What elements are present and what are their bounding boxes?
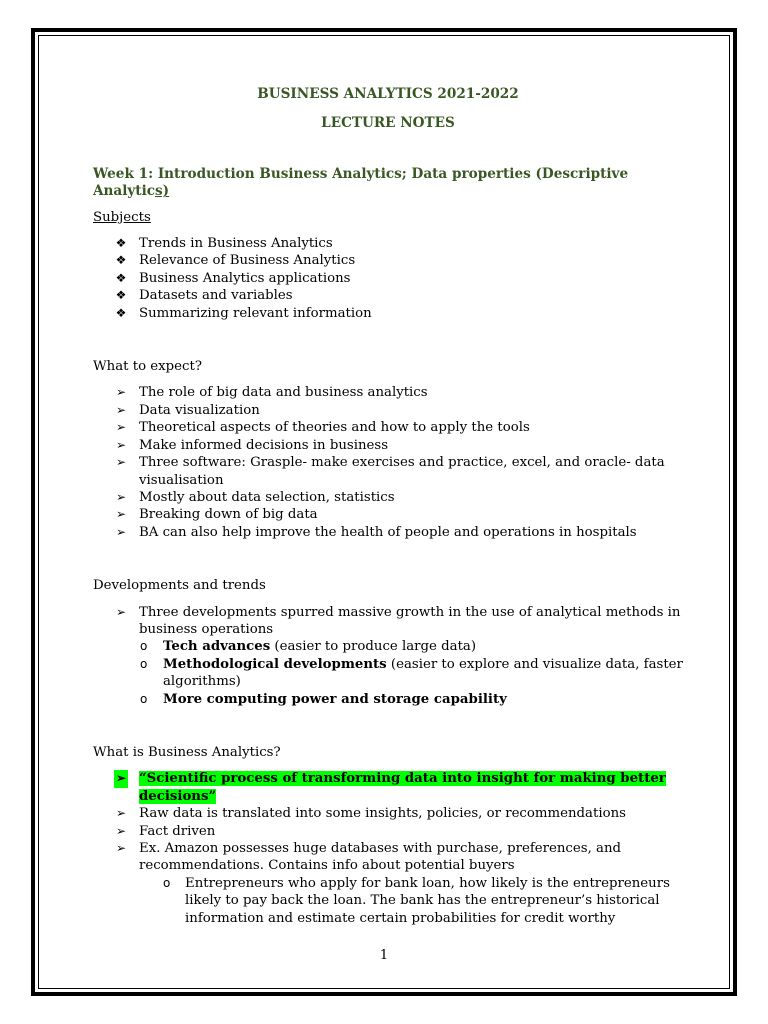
page-number: 1 <box>379 948 389 963</box>
week-heading <box>93 166 683 201</box>
list-item: ➢ BA can also help improve the health of people and operations in hospitals <box>115 524 637 540</box>
list-item: ➢ Three software: Grasple- make exercises and practice, excel, and oracle- data visualisation <box>115 455 665 488</box>
diamond-bullet-icon: ❖ <box>115 305 127 320</box>
list-item: ➢ The role of big data and business analytics <box>115 385 428 401</box>
subjects-list <box>93 235 683 322</box>
arrowhead-bullet-icon: ➢ <box>115 420 127 435</box>
expect-label: What to expect? <box>93 359 202 375</box>
arrowhead-bullet-icon: ➢ <box>115 437 127 452</box>
list-item: ❖ Datasets and variables <box>115 288 293 304</box>
what-is-list <box>93 770 683 874</box>
list-item: o Methodological developments (easier to explore and visualize data, faster algorithms) <box>140 656 683 690</box>
what-is-sublist <box>93 875 683 927</box>
list-item: ➢ Mostly about data selection, statistics <box>115 489 395 505</box>
arrowhead-bullet-icon: ➢ <box>115 524 127 539</box>
arrowhead-bullet-icon: ➢ <box>115 489 127 504</box>
list-item: ➢ Data visualization <box>115 402 260 418</box>
list-item: ➢ Theoretical aspects of theories and how to apply the tools <box>115 420 530 436</box>
list-item: ➢ Breaking down of big data <box>115 507 318 523</box>
circle-bullet-icon: o <box>163 875 171 890</box>
arrowhead-bullet-icon: ➢ <box>115 455 127 470</box>
document-body <box>93 86 683 927</box>
list-item: ❖ Summarizing relevant information <box>115 305 372 321</box>
highlighted-definition: “Scientific process of transforming data into insight for making better decisions” <box>139 771 666 804</box>
list-item: ❖ Relevance of Business Analytics <box>115 253 356 269</box>
what-is-label: What is Business Analytics? <box>93 744 281 760</box>
list-item: o Tech advances (easier to produce large data) <box>140 639 477 655</box>
arrowhead-bullet-icon: ➢ <box>115 507 127 522</box>
diamond-bullet-icon: ❖ <box>115 236 127 251</box>
developments-label: Developments and trends <box>93 578 266 594</box>
arrowhead-bullet-icon: ➢ <box>115 823 127 838</box>
expect-list <box>93 384 683 541</box>
subjects-label: Subjects <box>93 209 151 225</box>
arrowhead-bullet-icon: ➢ <box>115 604 127 619</box>
arrowhead-bullet-icon: ➢ <box>115 806 127 821</box>
list-item: o Entrepreneurs who apply for bank loan, how likely is the entrepreneurs likely to pay back the loan. The bank has the entrepreneur’s historical information and estimate certain probabilities for credit worthy <box>163 875 670 926</box>
list-item: ➢ Fact driven <box>115 823 216 839</box>
list-item: ❖ Trends in Business Analytics <box>115 236 333 252</box>
week-heading-tail: s) <box>155 183 170 200</box>
arrowhead-bullet-icon: ➢ <box>115 841 127 855</box>
circle-bullet-icon: o <box>140 656 148 671</box>
arrowhead-bullet-icon: ➢ <box>114 770 128 787</box>
circle-bullet-icon: o <box>140 639 148 654</box>
list-item: ➢ Ex. Amazon possesses huge databases with purchase, preferences, and recommendations. Contains info about potential buyers <box>115 841 622 874</box>
week-heading-text: Week 1: Introduction Business Analytics; Data properties (Descriptive Analytic <box>93 165 629 200</box>
list-item <box>93 770 683 805</box>
list-item: ➢ Raw data is translated into some insights, policies, or recommendations <box>115 806 626 822</box>
document-subtitle: LECTURE NOTES <box>321 115 455 132</box>
list-item: o More computing power and storage capability <box>140 691 507 707</box>
list-item: ❖ Business Analytics applications <box>115 270 351 286</box>
arrowhead-bullet-icon: ➢ <box>115 385 127 400</box>
diamond-bullet-icon: ❖ <box>115 253 127 268</box>
developments-sublist <box>93 638 683 708</box>
circle-bullet-icon: o <box>140 691 148 706</box>
list-item: ➢ Three developments spurred massive growth in the use of analytical methods in business operations <box>115 604 681 637</box>
diamond-bullet-icon: ❖ <box>115 288 127 303</box>
developments-list <box>93 604 683 639</box>
list-item: ➢ Make informed decisions in business <box>115 437 389 453</box>
arrowhead-bullet-icon: ➢ <box>115 402 127 417</box>
diamond-bullet-icon: ❖ <box>115 270 127 285</box>
document-title: BUSINESS ANALYTICS 2021-2022 <box>257 86 519 102</box>
